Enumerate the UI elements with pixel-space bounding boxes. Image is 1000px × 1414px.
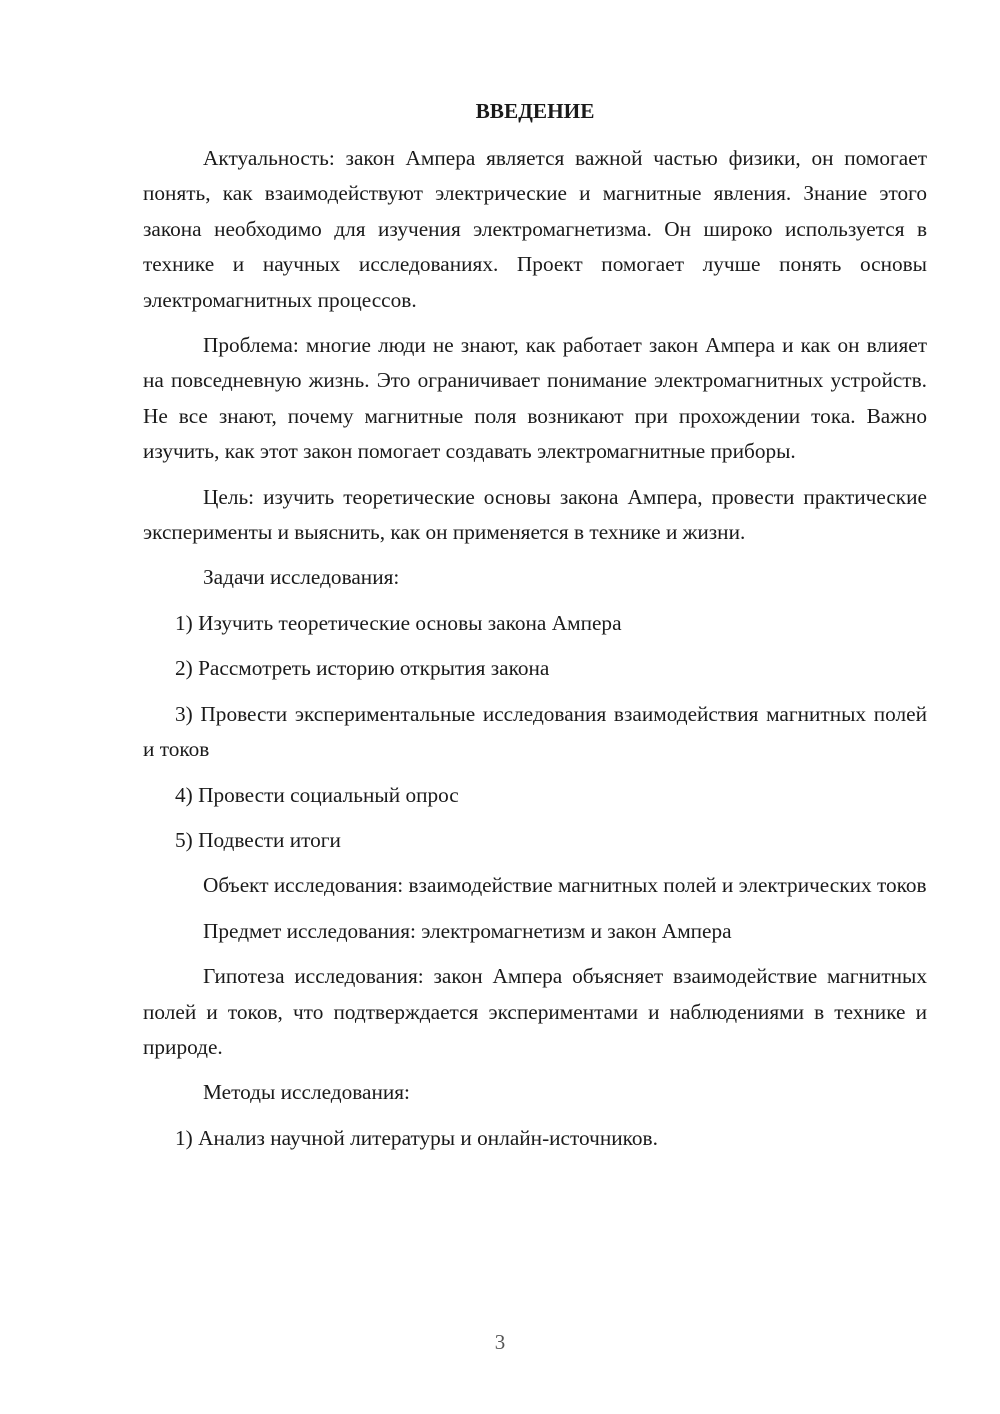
page-content (143, 94, 927, 1156)
paragraph-object: Объект исследования: взаимодействие магнитных полей и электрических токов (203, 873, 927, 898)
tasks-heading: Задачи исследования: (203, 565, 400, 590)
list-item-task-2: 2) Рассмотреть историю открытия закона (175, 656, 550, 681)
methods-heading: Методы исследования: (203, 1080, 410, 1105)
list-item-method-1: 1) Анализ научной литературы и онлайн-источников. (175, 1125, 658, 1150)
list-item-task-1: 1) Изучить теоретические основы закона Ампера (175, 610, 622, 635)
section-title: ВВЕДЕНИЕ (475, 99, 595, 123)
list-item-task-4: 4) Провести социальный опрос (175, 782, 459, 807)
paragraph-hypothesis: Гипотеза исследования: закон Ампера объясняет взаимодействие магнитных полей и токов, что подтверждается экспериментами и наблюдениями в технике и природе. (143, 964, 927, 1059)
paragraph-subject: Предмет исследования: электромагнетизм и закон Ампера (203, 918, 732, 943)
list-item-task-5: 5) Подвести итоги (175, 827, 341, 852)
paragraph-goal: Цель: изучить теоретические основы закона Ампера, провести практические эксперименты и выяснить, как он применяется в технике и жизни. (143, 484, 927, 545)
list-item-task-3: 3) Провести экспериментальные исследования взаимодействия магнитных полей и токов (143, 701, 927, 762)
paragraph-problem: Проблема: многие люди не знают, как работает закон Ампера и как он влияет на повседневную жизнь. Это ограничивает понимание электромагнитных устройств. Не все знают, почему магнитные поля возникают при прохождении тока. Важно изучить, как этот закон помогает создавать электромагнитные приборы. (143, 333, 927, 464)
page-number: 3 (494, 1330, 506, 1354)
paragraph-relevance: Актуальность: закон Ампера является важной частью физики, он помогает понять, как взаимодействуют электрические и магнитные явления. Знание этого закона необходимо для изучения электромагнетизма. Он широко используется в технике и научных исследованиях. Проект помогает лучше понять основы электромагнитных процессов. (143, 146, 927, 312)
